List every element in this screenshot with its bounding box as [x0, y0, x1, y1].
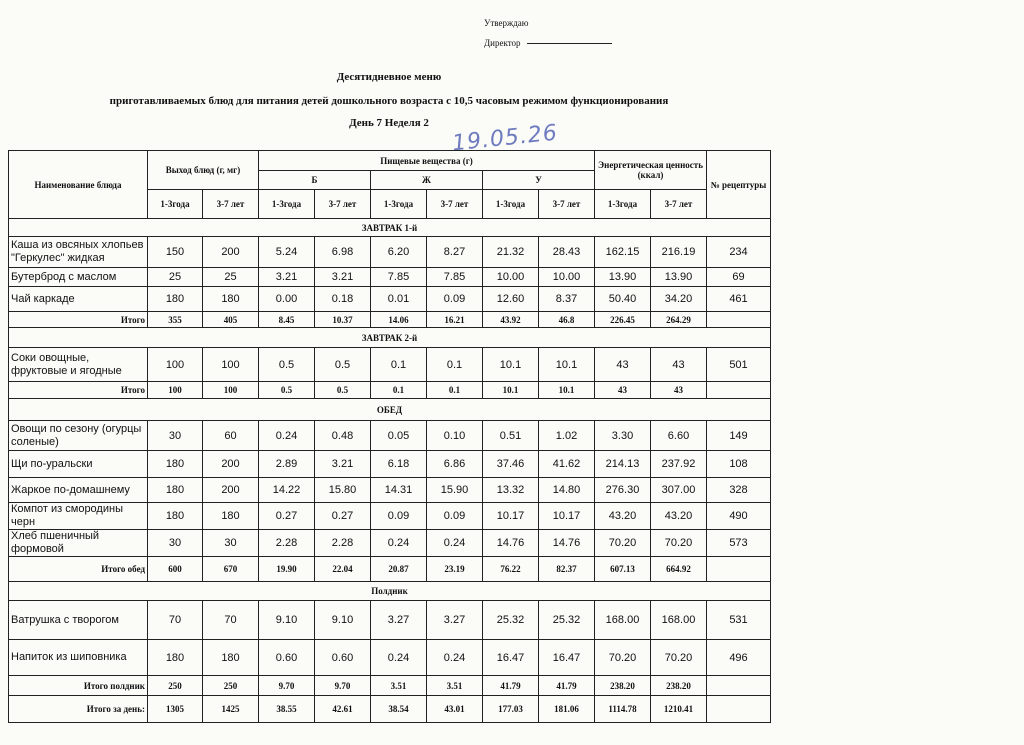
- value-cell: 0.01: [371, 287, 427, 312]
- table-row: [9, 421, 771, 451]
- table-row: [9, 601, 771, 640]
- age-header: 1-3года: [259, 190, 315, 219]
- recipe-number-cell: [707, 382, 771, 399]
- value-cell: 70.20: [651, 530, 707, 557]
- value-cell: 276.30: [595, 478, 651, 503]
- value-cell: 0.5: [259, 382, 315, 399]
- total-row: [9, 676, 771, 696]
- value-cell: 0.1: [371, 382, 427, 399]
- day-week-title: День 7 Неделя 2: [349, 117, 429, 129]
- value-cell: 7.85: [371, 268, 427, 287]
- value-cell: 37.46: [483, 451, 539, 478]
- value-cell: 43: [595, 382, 651, 399]
- value-cell: 0.27: [259, 503, 315, 530]
- dish-name: Соки овощные, фруктовые и ягодные: [9, 348, 148, 382]
- value-cell: 0.05: [371, 421, 427, 451]
- dish-name: Щи по-уральски: [9, 451, 148, 478]
- value-cell: 3.30: [595, 421, 651, 451]
- value-cell: 23.19: [427, 557, 483, 582]
- value-cell: 0.48: [315, 421, 371, 451]
- value-cell: 6.98: [315, 237, 371, 268]
- age-header: 3-7 лет: [651, 190, 707, 219]
- recipe-number-cell: 496: [707, 640, 771, 676]
- col-header-recipe: № рецептуры: [707, 151, 771, 219]
- value-cell: 70.20: [595, 640, 651, 676]
- age-header: 3-7 лет: [203, 190, 259, 219]
- value-cell: 181.06: [539, 696, 595, 723]
- total-row: [9, 696, 771, 723]
- value-cell: 2.28: [315, 530, 371, 557]
- director-signature-line: [484, 38, 612, 48]
- menu-subtitle: приготавливаемых блюд для питания детей дошкольного возраста с 10,5 часовым режимом функционирования: [109, 95, 669, 107]
- value-cell: 22.04: [315, 557, 371, 582]
- total-label: Итого полдник: [9, 676, 148, 696]
- value-cell: 180: [148, 503, 203, 530]
- value-cell: 76.22: [483, 557, 539, 582]
- section-lunch: ОБЕД: [9, 399, 771, 421]
- value-cell: 6.20: [371, 237, 427, 268]
- col-header-b: Б: [259, 171, 371, 190]
- table-row: [9, 237, 771, 268]
- value-cell: 6.60: [651, 421, 707, 451]
- total-label: Итого: [9, 312, 148, 328]
- value-cell: 6.86: [427, 451, 483, 478]
- value-cell: 238.20: [595, 676, 651, 696]
- recipe-number-cell: [707, 696, 771, 723]
- value-cell: 180: [203, 640, 259, 676]
- value-cell: 0.09: [427, 503, 483, 530]
- value-cell: 0.5: [259, 348, 315, 382]
- value-cell: 226.45: [595, 312, 651, 328]
- value-cell: 14.06: [371, 312, 427, 328]
- value-cell: 0.27: [315, 503, 371, 530]
- value-cell: 10.00: [539, 268, 595, 287]
- value-cell: 1114.78: [595, 696, 651, 723]
- dish-name: Хлеб пшеничный формовой: [9, 530, 148, 557]
- value-cell: 7.85: [427, 268, 483, 287]
- value-cell: 38.54: [371, 696, 427, 723]
- value-cell: 10.1: [483, 382, 539, 399]
- value-cell: 3.27: [427, 601, 483, 640]
- value-cell: 25: [203, 268, 259, 287]
- value-cell: 41.79: [539, 676, 595, 696]
- value-cell: 43.01: [427, 696, 483, 723]
- age-header: 1-3года: [595, 190, 651, 219]
- value-cell: 9.10: [315, 601, 371, 640]
- value-cell: 0.24: [371, 640, 427, 676]
- total-label: Итого: [9, 382, 148, 399]
- value-cell: 30: [148, 421, 203, 451]
- value-cell: 150: [148, 237, 203, 268]
- value-cell: 214.13: [595, 451, 651, 478]
- value-cell: 10.17: [483, 503, 539, 530]
- director-label: Директор: [484, 38, 521, 48]
- value-cell: 238.20: [651, 676, 707, 696]
- value-cell: 180: [203, 503, 259, 530]
- value-cell: 100: [148, 348, 203, 382]
- recipe-number-cell: 108: [707, 451, 771, 478]
- value-cell: 16.47: [539, 640, 595, 676]
- recipe-number-cell: 149: [707, 421, 771, 451]
- value-cell: 168.00: [651, 601, 707, 640]
- value-cell: 405: [203, 312, 259, 328]
- section-breakfast-2: ЗАВТРАК 2-й: [9, 328, 771, 348]
- value-cell: 0.09: [427, 287, 483, 312]
- age-header: 1-3года: [371, 190, 427, 219]
- value-cell: 16.21: [427, 312, 483, 328]
- value-cell: 1425: [203, 696, 259, 723]
- value-cell: 41.79: [483, 676, 539, 696]
- value-cell: 264.29: [651, 312, 707, 328]
- value-cell: 70: [148, 601, 203, 640]
- value-cell: 162.15: [595, 237, 651, 268]
- value-cell: 600: [148, 557, 203, 582]
- value-cell: 0.09: [371, 503, 427, 530]
- age-header: 3-7 лет: [427, 190, 483, 219]
- recipe-number-cell: 461: [707, 287, 771, 312]
- value-cell: 8.37: [539, 287, 595, 312]
- value-cell: 3.21: [315, 451, 371, 478]
- value-cell: 10.1: [539, 382, 595, 399]
- value-cell: 41.62: [539, 451, 595, 478]
- signature-line: [527, 43, 612, 44]
- value-cell: 0.51: [483, 421, 539, 451]
- value-cell: 43: [651, 348, 707, 382]
- age-header: 3-7 лет: [315, 190, 371, 219]
- value-cell: 10.00: [483, 268, 539, 287]
- value-cell: 15.80: [315, 478, 371, 503]
- value-cell: 180: [203, 287, 259, 312]
- approval-label: Утверждаю: [484, 18, 529, 28]
- value-cell: 6.18: [371, 451, 427, 478]
- menu-table: [8, 150, 771, 723]
- value-cell: 100: [148, 382, 203, 399]
- handwritten-date: 19.05.26: [450, 120, 559, 157]
- value-cell: 14.31: [371, 478, 427, 503]
- value-cell: 0.5: [315, 382, 371, 399]
- value-cell: 355: [148, 312, 203, 328]
- value-cell: 60: [203, 421, 259, 451]
- recipe-number-cell: 328: [707, 478, 771, 503]
- value-cell: 19.90: [259, 557, 315, 582]
- value-cell: 14.80: [539, 478, 595, 503]
- recipe-number-cell: 501: [707, 348, 771, 382]
- value-cell: 10.17: [539, 503, 595, 530]
- total-row: [9, 312, 771, 328]
- menu-title: Десятидневное меню: [336, 71, 442, 83]
- value-cell: 180: [148, 451, 203, 478]
- value-cell: 20.87: [371, 557, 427, 582]
- value-cell: 70.20: [595, 530, 651, 557]
- value-cell: 3.51: [371, 676, 427, 696]
- value-cell: 38.55: [259, 696, 315, 723]
- value-cell: 2.89: [259, 451, 315, 478]
- value-cell: 10.1: [483, 348, 539, 382]
- col-header-nutrients: Пищевые вещества (г): [259, 151, 595, 171]
- value-cell: 43: [651, 382, 707, 399]
- value-cell: 42.61: [315, 696, 371, 723]
- dish-name: Компот из смородины черн: [9, 503, 148, 530]
- value-cell: 13.90: [651, 268, 707, 287]
- value-cell: 50.40: [595, 287, 651, 312]
- dish-name: Жаркое по-домашнему: [9, 478, 148, 503]
- total-row: [9, 557, 771, 582]
- value-cell: 2.28: [259, 530, 315, 557]
- value-cell: 0.1: [427, 382, 483, 399]
- value-cell: 180: [148, 478, 203, 503]
- col-header-energy: Энергетическая ценность (ккал): [595, 151, 707, 190]
- value-cell: 13.90: [595, 268, 651, 287]
- value-cell: 3.21: [315, 268, 371, 287]
- value-cell: 46.8: [539, 312, 595, 328]
- recipe-number-cell: [707, 676, 771, 696]
- value-cell: 30: [203, 530, 259, 557]
- value-cell: 100: [203, 348, 259, 382]
- value-cell: 13.32: [483, 478, 539, 503]
- value-cell: 670: [203, 557, 259, 582]
- recipe-number-cell: 69: [707, 268, 771, 287]
- value-cell: 250: [148, 676, 203, 696]
- value-cell: 9.70: [259, 676, 315, 696]
- value-cell: 70: [203, 601, 259, 640]
- age-header: 1-3года: [148, 190, 203, 219]
- dish-name: Бутерброд с маслом: [9, 268, 148, 287]
- value-cell: 14.76: [483, 530, 539, 557]
- table-row: [9, 268, 771, 287]
- value-cell: 15.90: [427, 478, 483, 503]
- value-cell: 168.00: [595, 601, 651, 640]
- value-cell: 43.20: [651, 503, 707, 530]
- table-row: [9, 530, 771, 557]
- col-header-yield: Выход блюд (г, мг): [148, 151, 259, 190]
- value-cell: 28.43: [539, 237, 595, 268]
- total-label: Итого за день:: [9, 696, 148, 723]
- value-cell: 664.92: [651, 557, 707, 582]
- value-cell: 9.10: [259, 601, 315, 640]
- recipe-number-cell: 234: [707, 237, 771, 268]
- value-cell: 0.18: [315, 287, 371, 312]
- recipe-number-cell: [707, 312, 771, 328]
- dish-name: Напиток из шиповника: [9, 640, 148, 676]
- value-cell: 200: [203, 451, 259, 478]
- value-cell: 14.22: [259, 478, 315, 503]
- value-cell: 0.5: [315, 348, 371, 382]
- value-cell: 3.51: [427, 676, 483, 696]
- table-row: [9, 348, 771, 382]
- value-cell: 34.20: [651, 287, 707, 312]
- value-cell: 177.03: [483, 696, 539, 723]
- value-cell: 0.24: [259, 421, 315, 451]
- value-cell: 70.20: [651, 640, 707, 676]
- table-row: [9, 451, 771, 478]
- value-cell: 0.00: [259, 287, 315, 312]
- value-cell: 607.13: [595, 557, 651, 582]
- value-cell: 9.70: [315, 676, 371, 696]
- value-cell: 25: [148, 268, 203, 287]
- table-row: [9, 478, 771, 503]
- value-cell: 82.37: [539, 557, 595, 582]
- value-cell: 180: [148, 640, 203, 676]
- value-cell: 21.32: [483, 237, 539, 268]
- age-header: 1-3года: [483, 190, 539, 219]
- value-cell: 10.37: [315, 312, 371, 328]
- value-cell: 12.60: [483, 287, 539, 312]
- recipe-number-cell: 531: [707, 601, 771, 640]
- value-cell: 16.47: [483, 640, 539, 676]
- dish-name: Ватрушка с творогом: [9, 601, 148, 640]
- value-cell: 1305: [148, 696, 203, 723]
- value-cell: 0.60: [315, 640, 371, 676]
- value-cell: 25.32: [539, 601, 595, 640]
- value-cell: 3.27: [371, 601, 427, 640]
- col-header-u: У: [483, 171, 595, 190]
- value-cell: 43.92: [483, 312, 539, 328]
- value-cell: 25.32: [483, 601, 539, 640]
- section-snack: Полдник: [9, 582, 771, 601]
- col-header-name: Наименование блюда: [9, 151, 148, 219]
- value-cell: 0.1: [427, 348, 483, 382]
- value-cell: 3.21: [259, 268, 315, 287]
- dish-name: Каша из овсяных хлопьев "Геркулес" жидкая: [9, 237, 148, 268]
- recipe-number-cell: [707, 557, 771, 582]
- value-cell: 180: [148, 287, 203, 312]
- col-header-zh: Ж: [371, 171, 483, 190]
- age-header: 3-7 лет: [539, 190, 595, 219]
- value-cell: 8.45: [259, 312, 315, 328]
- value-cell: 250: [203, 676, 259, 696]
- value-cell: 0.24: [371, 530, 427, 557]
- total-row: [9, 382, 771, 399]
- value-cell: 307.00: [651, 478, 707, 503]
- value-cell: 30: [148, 530, 203, 557]
- value-cell: 10.1: [539, 348, 595, 382]
- recipe-number-cell: 573: [707, 530, 771, 557]
- value-cell: 1.02: [539, 421, 595, 451]
- value-cell: 237.92: [651, 451, 707, 478]
- value-cell: 200: [203, 237, 259, 268]
- value-cell: 1210.41: [651, 696, 707, 723]
- value-cell: 0.1: [371, 348, 427, 382]
- dish-name: Овощи по сезону (огурцы соленые): [9, 421, 148, 451]
- value-cell: 8.27: [427, 237, 483, 268]
- total-label: Итого обед: [9, 557, 148, 582]
- table-row: [9, 503, 771, 530]
- value-cell: 43: [595, 348, 651, 382]
- value-cell: 0.10: [427, 421, 483, 451]
- value-cell: 0.60: [259, 640, 315, 676]
- dish-name: Чай каркаде: [9, 287, 148, 312]
- value-cell: 43.20: [595, 503, 651, 530]
- section-breakfast-1: ЗАВТРАК 1-й: [9, 219, 771, 237]
- value-cell: 216.19: [651, 237, 707, 268]
- value-cell: 5.24: [259, 237, 315, 268]
- value-cell: 0.24: [427, 640, 483, 676]
- value-cell: 0.24: [427, 530, 483, 557]
- table-row: [9, 640, 771, 676]
- value-cell: 14.76: [539, 530, 595, 557]
- table-row: [9, 287, 771, 312]
- recipe-number-cell: 490: [707, 503, 771, 530]
- value-cell: 200: [203, 478, 259, 503]
- value-cell: 100: [203, 382, 259, 399]
